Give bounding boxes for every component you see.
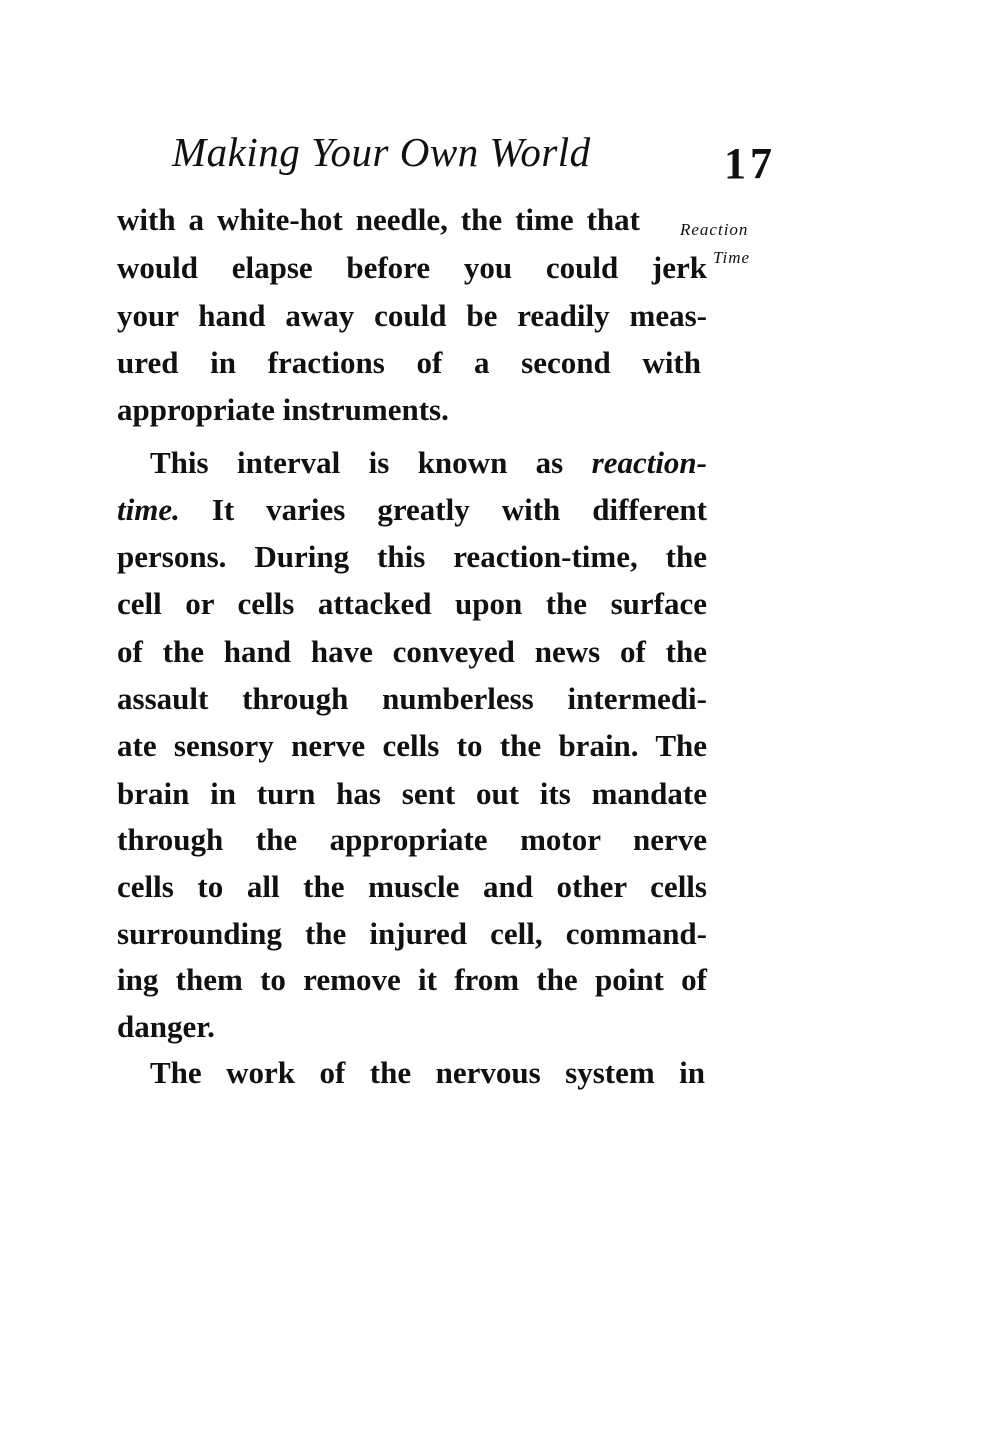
text-line: assault through numberless intermedi- [117,681,707,716]
text-line: The work of the nervous system in [150,1055,705,1090]
text-line [117,490,707,530]
margin-note-time: Time [713,248,751,267]
text-line: appropriate instruments. [117,392,449,427]
margin-note-reaction: Reaction [680,220,749,239]
text-line: danger. [117,1009,215,1044]
text-line: ing them to remove it from the point of [117,962,707,997]
text-line: of the hand have conveyed news of the [117,634,707,669]
text-line: surrounding the injured cell, command- [117,916,707,951]
text-line: ured in fractions of a second with [117,345,701,380]
text-line: brain in turn has sent out its mandate [117,776,707,811]
text-line: through the appropriate motor nerve [117,822,707,857]
text-segment: It varies greatly with different [211,492,708,527]
page-number: 17 [724,139,776,188]
text-line: cell or cells attacked upon the surface [117,586,707,621]
text-line: cells to all the muscle and other cells [117,869,707,904]
italic-term: reaction- [591,445,707,480]
text-line: ate sensory nerve cells to the brain. The [117,728,707,763]
text-segment: This interval is known as [150,445,564,480]
text-line: persons. During this reaction-time, the [117,539,707,574]
text-line: your hand away could be readily meas- [117,298,707,333]
text-line: with a white-hot needle, the time that [117,202,640,237]
text-line: would elapse before you could jerk [117,250,707,285]
running-header-title: Making Your Own World [172,129,591,175]
text-line [150,443,707,483]
italic-term: time. [117,492,180,527]
